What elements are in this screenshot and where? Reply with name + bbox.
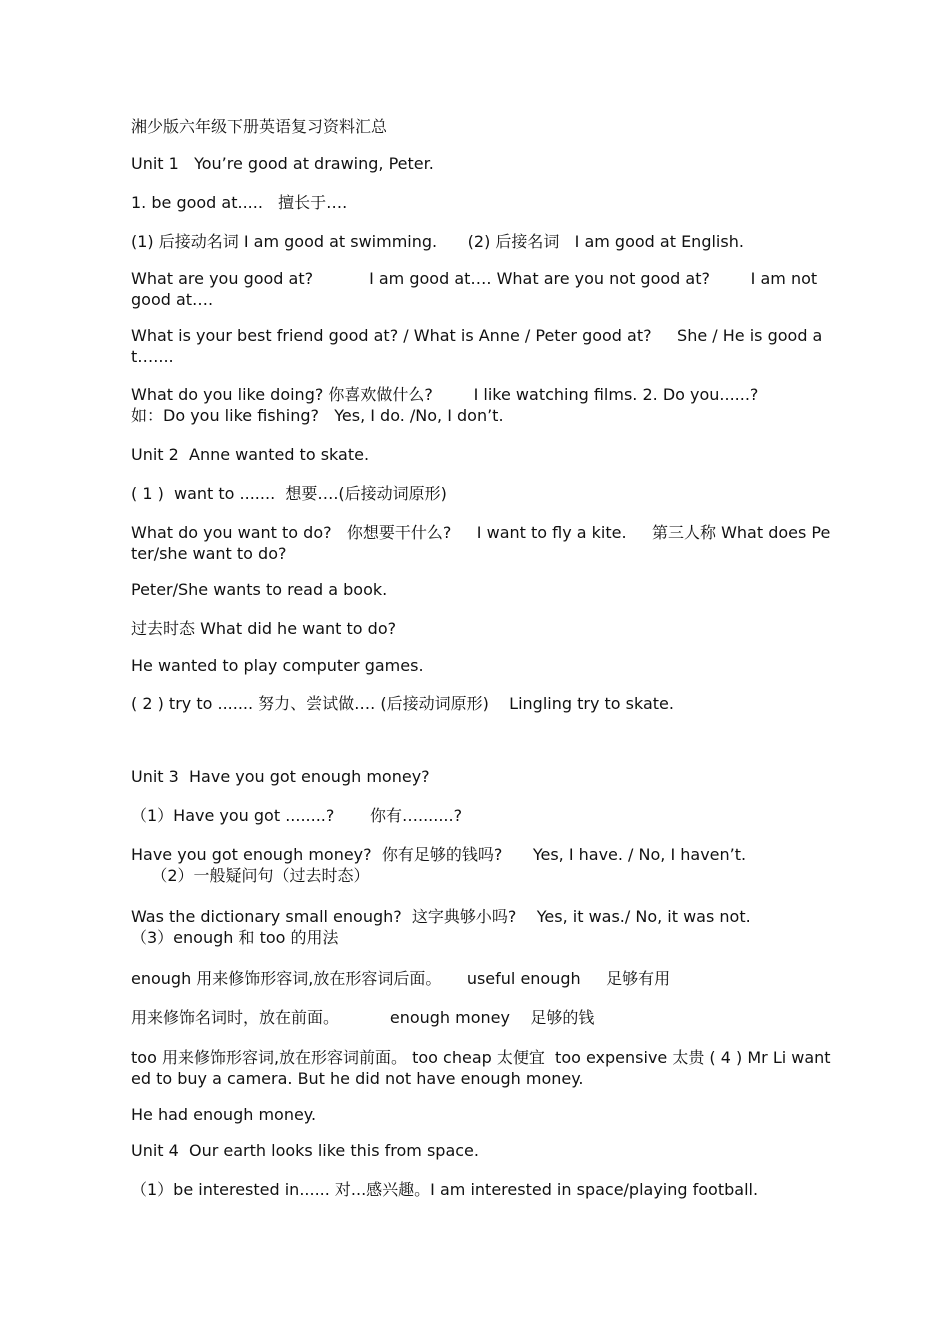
text-line: Was the dictionary small enough? 这字典够小吗? Yes, it was./ No, it was not. （3）enough 和 too 的用法 — [131, 907, 751, 947]
text-line: enough 用来修饰形容词,放在形容词后面。 useful enough 足够有用 — [131, 969, 671, 988]
text-line: 过去时态 What did he want to do? — [131, 619, 397, 638]
text-line: （1）be interested in...... 对...感兴趣。I am interested in space/playing football. — [131, 1180, 759, 1199]
document-title: 湘少版六年级下册英语复习资料汇总 — [131, 117, 388, 136]
unit-2-heading: Unit 2 Anne wanted to skate. — [131, 445, 370, 464]
text-line: Peter/She wants to read a book. — [131, 580, 388, 599]
text-line: 用来修饰名词时，放在前面。 enough money 足够的钱 — [131, 1008, 595, 1027]
text-line: 1. be good at..... 擅长于…. — [131, 193, 348, 212]
unit-4-heading: Unit 4 Our earth looks like this from space. — [131, 1141, 479, 1160]
text-line: ( 1 ) want to ....... 想要….(后接动词原形) — [131, 484, 447, 503]
text-line: too 用来修饰形容词,放在形容词前面。 too cheap 太便宜 too expensive 太贵 ( 4 ) Mr Li wanted to buy a camera. But he did not have enough money. — [131, 1048, 831, 1088]
text-line: ( 2 ) try to ....... 努力、尝试做…. (后接动词原形) Lingling try to skate. — [131, 694, 674, 713]
text-line: （1）Have you got ........? 你有….......? — [131, 806, 463, 825]
text-line: What are you good at? I am good at…. What are you not good at? I am not good at…. — [131, 269, 823, 309]
text-line: He had enough money. — [131, 1105, 317, 1124]
text-line: He wanted to play computer games. — [131, 656, 424, 675]
text-line: What do you want to do? 你想要干什么? I want to fly a kite. 第三人称 What does Peter/she want to do? — [131, 523, 831, 563]
unit-1-heading: Unit 1 You’re good at drawing, Peter. — [131, 154, 434, 173]
text-line: What do you like doing? 你喜欢做什么? I like watching films. 2. Do you......? 如：Do you like fishing? Yes, I do. /No, I don’t. — [131, 385, 759, 425]
text-line: Have you got enough money? 你有足够的钱吗? Yes, I have. / No, I haven’t. （2）一般疑问句（过去时态） — [131, 845, 747, 885]
text-line: (1) 后接动名词 I am good at swimming. (2) 后接名词 I am good at English. — [131, 232, 744, 251]
unit-3-heading: Unit 3 Have you got enough money? — [131, 767, 430, 786]
text-line: What is your best friend good at? / What is Anne / Peter good at? She / He is good at….... — [131, 326, 823, 366]
